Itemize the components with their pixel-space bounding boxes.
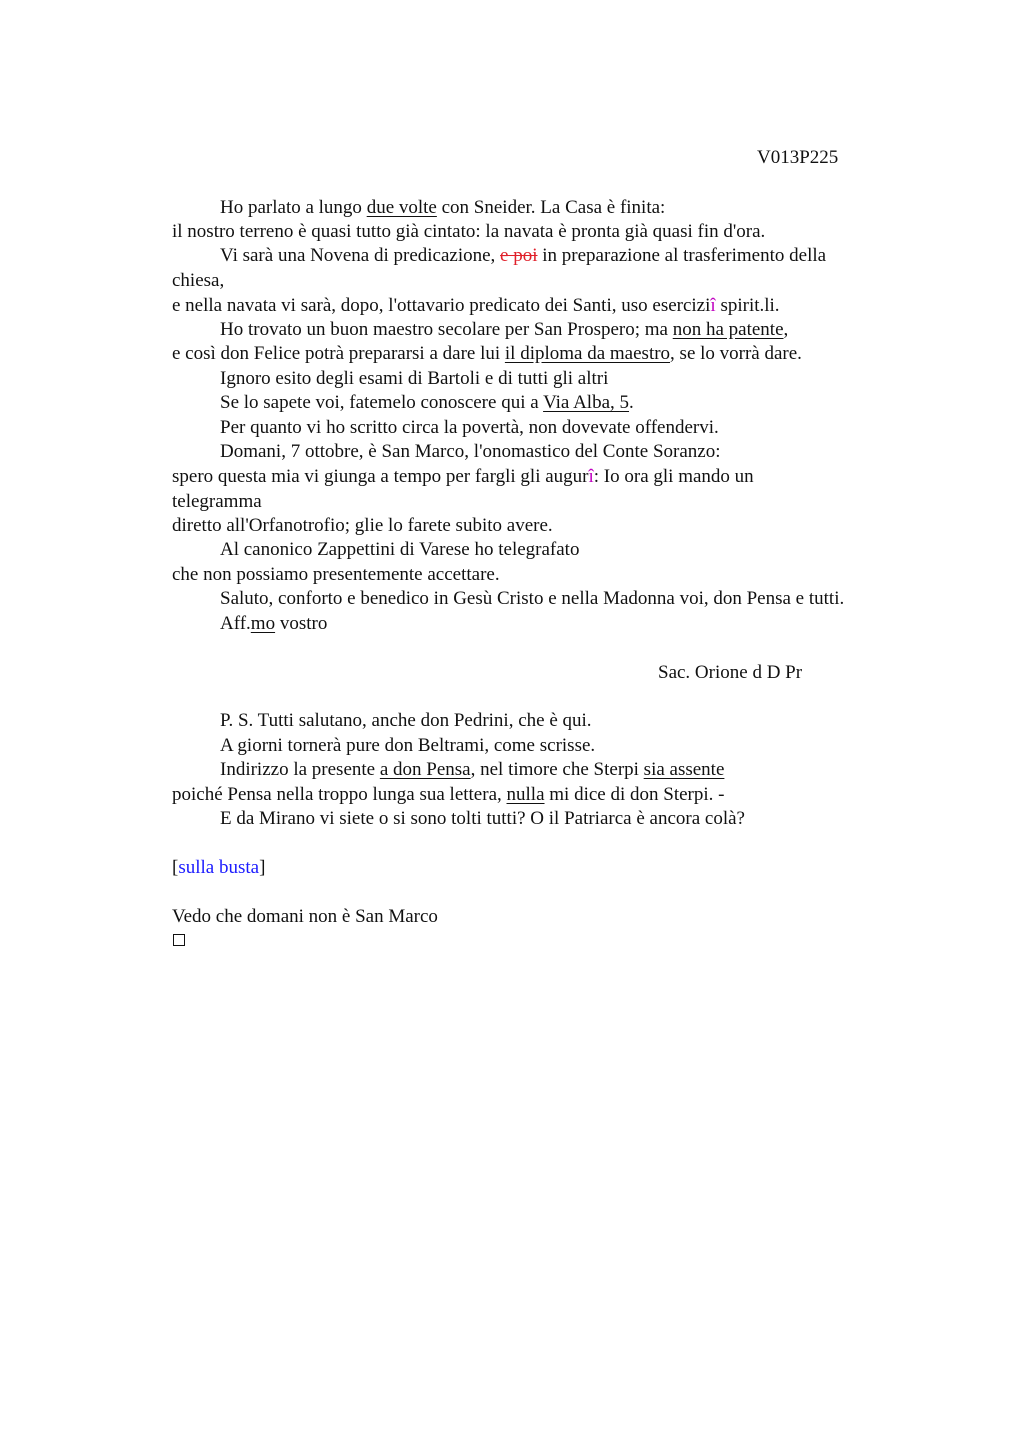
text-line: diretto all'Orfanotrofio; glie lo farete subito avere. — [172, 515, 553, 536]
postscript-line: E da Mirano vi siete o si sono tolti tutti? O il Patriarca è ancora colà? — [220, 808, 745, 829]
text-line: e nella navata vi sarà, dopo, l'ottavario predicato dei Santi, uso eserciziî spirit.li. — [172, 295, 780, 316]
text-line: chiesa, — [172, 270, 225, 291]
text-line: telegramma — [172, 491, 262, 512]
text-line: spero questa mia vi giunga a tempo per fargli gli augurî: Io ora gli mando un — [172, 466, 754, 487]
text-line: Ho parlato a lungo due volte con Sneider. La Casa è finita: — [220, 197, 666, 218]
text-line: Aff.mo vostro — [220, 613, 328, 634]
empty-box-icon — [173, 929, 185, 953]
deleted-text: e poi — [500, 245, 538, 266]
postscript-line: poiché Pensa nella troppo lunga sua lettera, nulla mi dice di don Sterpi. - — [172, 784, 725, 805]
text-line: che non possiamo presentemente accettare. — [172, 564, 500, 585]
text-line: Se lo sapete voi, fatemelo conoscere qui a Via Alba, 5. — [220, 392, 634, 413]
envelope-heading: [sulla busta] — [172, 857, 266, 878]
text-line: Al canonico Zappettini di Varese ho telegrafato — [220, 539, 580, 560]
signature: Sac. Orione d D Pr — [658, 662, 803, 683]
text-line: il nostro terreno è quasi tutto già cintato: la navata è pronta già quasi fin d'ora. — [172, 221, 766, 242]
postscript-line: A giorni tornerà pure don Beltrami, come scrisse. — [220, 735, 596, 756]
text-line: Domani, 7 ottobre, è San Marco, l'onomastico del Conte Soranzo: — [220, 441, 721, 462]
editorial-mark: î — [588, 466, 594, 487]
text-line: Per quanto vi ho scritto circa la povertà, non dovevate offendervi. — [220, 417, 719, 438]
postscript-line: P. S. Tutti salutano, anche don Pedrini, che è qui. — [220, 710, 592, 731]
editorial-mark: î — [710, 295, 716, 316]
text-line: Ho trovato un buon maestro secolare per San Prospero; ma non ha patente, — [220, 319, 789, 340]
text-line: Vi sarà una Novena di predicazione, e poi in preparazione al trasferimento della — [220, 245, 827, 266]
envelope-text: Vedo che domani non è San Marco — [172, 906, 438, 927]
text-line: Saluto, conforto e benedico in Gesù Cristo e nella Madonna voi, don Pensa e tutti. — [220, 588, 845, 609]
text-line: e così don Felice potrà prepararsi a dare lui il diploma da maestro, se lo vorrà dare. — [172, 343, 802, 364]
postscript-line: Indirizzo la presente a don Pensa, nel timore che Sterpi sia assente — [220, 759, 725, 780]
text-line: Ignoro esito degli esami di Bartoli e di tutti gli altri — [220, 368, 609, 389]
document-reference: V013P225 — [757, 147, 839, 168]
